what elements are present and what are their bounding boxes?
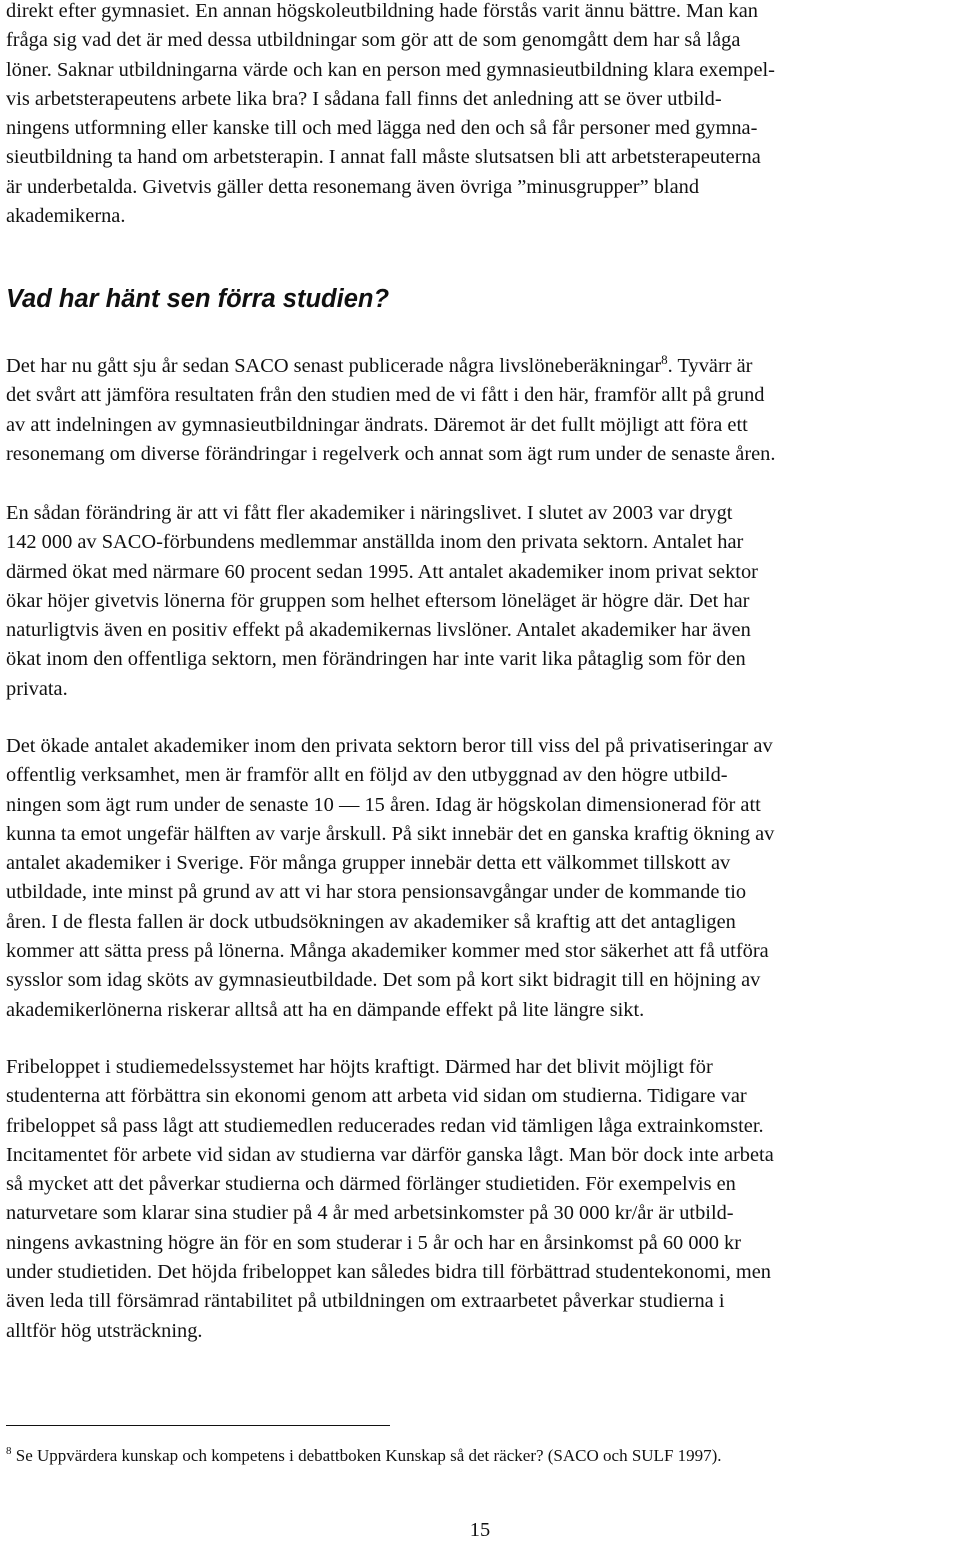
- paragraph-line: så mycket att det påverkar studierna och därmed förlänger studietiden. För exempelvis en: [6, 1173, 736, 1196]
- paragraph-line: Fribeloppet i studiemedelssystemet har höjts kraftigt. Därmed har det blivit möjligt för: [6, 1056, 713, 1078]
- intro-line: är underbetalda. Givetvis gäller detta resonemang även övriga ”minusgrupper” bland: [6, 175, 700, 198]
- paragraph-line: privata.: [6, 677, 68, 700]
- paragraph-line: utbildade, inte minst på grund av att vi har stora pensionsavgångar under de kommande tio: [6, 881, 747, 904]
- paragraph-line: resonemang om diverse förändringar i regelverk och annat som ägt rum under de senaste åren.: [6, 442, 776, 465]
- intro-line: vis arbetsterapeutens arbete lika bra? I sådana fall finns det anledning att se över utbild-: [6, 87, 722, 110]
- paragraph-line: det svårt att jämföra resultaten från den studien med de vi fått i den här, framför allt på grund: [6, 384, 765, 407]
- footnote-number: 8: [6, 1445, 12, 1457]
- paragraph-line: Det ökade antalet akademiker inom den privata sektorn beror till viss del på privatiseringar av: [6, 735, 773, 757]
- footnote-reference[interactable]: 8: [661, 352, 668, 367]
- paragraph-line: sysslor som idag sköts av gymnasieutbildade. Det som på kort sikt bidragit till en höjning av: [6, 969, 761, 992]
- paragraph-line: kommer att sätta press på lönerna. Många akademiker kommer med stor säkerhet att få utföra: [6, 940, 769, 963]
- paragraph-line: 142 000 av SACO-förbundens medlemmar anställda inom den privata sektorn. Antalet har: [6, 531, 744, 554]
- paragraph-previous-study: [6, 352, 954, 469]
- paragraph-line: därmed ökat med närmare 60 procent sedan 1995. Att antalet akademiker inom privat sektor: [6, 560, 758, 583]
- paragraph-higher-education: [6, 732, 954, 1025]
- section-heading: Vad har hänt sen förra studien?: [6, 285, 390, 313]
- paragraph-line: fribeloppet så pass lågt att studiemedlen reducerades redan vid tämligen låga extrainkomster.: [6, 1114, 764, 1137]
- intro-line: fråga sig vad det är med dessa utbildningar som gör att de som genomgått dem har så låga: [6, 29, 741, 52]
- paragraph-line-tail: . Tyvärr är: [667, 355, 753, 377]
- paragraph-line: En sådan förändring är att vi fått fler akademiker i näringslivet. I slutet av 2003 var drygt: [6, 502, 733, 524]
- footnote: [6, 1444, 722, 1468]
- intro-line: löner. Saknar utbildningarna värde och kan en person med gymnasieutbildning klara exempel-: [6, 58, 775, 81]
- paragraph-line: ningens avkastning högre än för en som studerar i 5 år och har en årsinkomst på 60 000 kr: [6, 1231, 742, 1254]
- paragraph-line: studenterna att förbättra sin ekonomi genom att arbeta vid sidan om studierna. Tidigare var: [6, 1085, 747, 1108]
- page-number: 15: [469, 1519, 491, 1541]
- paragraph-line: alltför hög utsträckning.: [6, 1319, 203, 1342]
- paragraph-line: av att indelningen av gymnasieutbildningar ändrats. Däremot är det fullt möjligt att föra ett: [6, 413, 748, 436]
- intro-paragraph: [6, 0, 954, 231]
- intro-line: sieutbildning ta hand om arbetsterapin. I annat fall måste slutsatsen bli att arbetsterapeuterna: [6, 146, 761, 169]
- paragraph-line: naturvetare som klarar sina studier på 4 år med arbetsinkomster på 30 000 kr/år är utbild-: [6, 1202, 734, 1225]
- intro-line: akademikerna.: [6, 205, 126, 228]
- paragraph-line: naturligtvis även en positiv effekt på akademikernas livslöner. Antalet akademiker har även: [6, 619, 751, 642]
- paragraph-line: ökat inom den offentliga sektorn, men förändringen har inte varit lika påtaglig som för den: [6, 648, 746, 671]
- paragraph-line: ökar höjer givetvis lönerna för gruppen som helhet eftersom löneläget är högre där. Det har: [6, 589, 750, 612]
- paragraph-line: under studietiden. Det höjda fribeloppet kan således bidra till förbättrad studentekonomi, men: [6, 1261, 772, 1284]
- footnote-text: Se Uppvärdera kunskap och kompetens i debattboken Kunskap så det räcker? (SACO och SULF 1997).: [11, 1446, 722, 1465]
- intro-line: ningens utformning eller kanske till och med lägga ned den och så får personer med gymna-: [6, 117, 758, 140]
- paragraph-private-sector: [6, 499, 954, 704]
- paragraph-line: åren. I de flesta fallen är dock utbudsökningen av akademiker så kraftig att det antagligen: [6, 910, 736, 933]
- paragraph-fribeloppet: [6, 1053, 954, 1346]
- paragraph-line: antalet akademiker i Sverige. För många grupper innebär detta ett välkommet tillskott av: [6, 852, 731, 875]
- paragraph-line: Det har nu gått sju år sedan SACO senast publicerade några livslöneberäkningar: [6, 355, 662, 377]
- paragraph-line: ningen som ägt rum under de senaste 10 — 15 åren. Idag är högskolan dimensionerad för att: [6, 793, 761, 816]
- paragraph-line: kunna ta emot ungefär hälften av varje årskull. På sikt innebär det en ganska kraftig ökning av: [6, 822, 775, 845]
- paragraph-line: även leda till försämrad räntabilitet på utbildningen om extraarbetet påverkar studierna i: [6, 1290, 725, 1313]
- paragraph-line: offentlig verksamhet, men är framför allt en följd av den utbyggnad av den högre utbild-: [6, 764, 728, 787]
- footnote-divider: [6, 1425, 390, 1426]
- paragraph-line: akademikerlönerna riskerar alltså att ha en dämpande effekt på lite längre sikt.: [6, 998, 645, 1021]
- paragraph-line: Incitamentet för arbete vid sidan av studierna var därför ganska lågt. Man bör dock inte arbeta: [6, 1143, 774, 1166]
- intro-line: direkt efter gymnasiet. En annan högskoleutbildning hade förstås varit ännu bättre. Man kan: [6, 0, 758, 22]
